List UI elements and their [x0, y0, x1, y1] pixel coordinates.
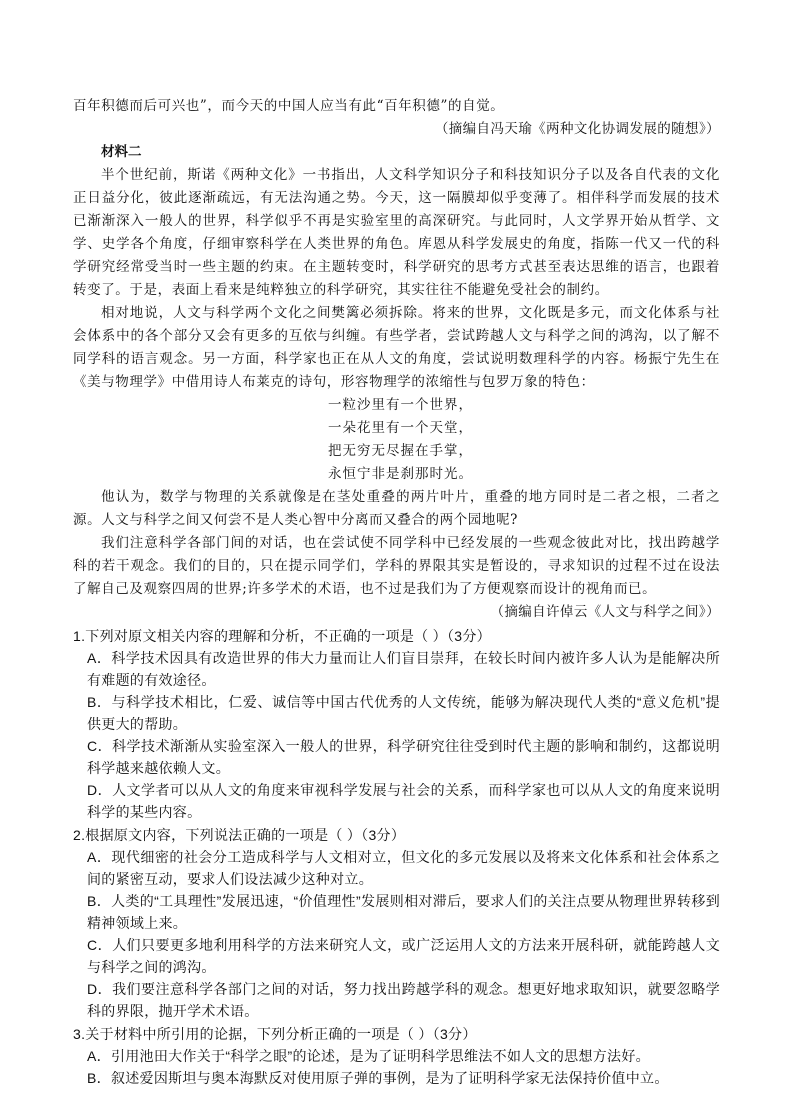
material-two-paragraph-2: 相对地说，人文与科学两个文化之间樊篱必须拆除。将来的世界，文化既是多元，而文化体系与社会体系中的各个部分又会有更多的互依与纠缠。有些学者，尝试跨越人文与科学之间的鸿沟，以了解不同学科的语言观念。另一方面，科学家也正在从人文的角度，尝试说明数理科学的内容。杨振宁先生在《美与物理学》中借用诗人布莱克的诗句，形容物理学的浓缩性与包罗万象的特色：	[73, 305, 720, 390]
option-a: A．科学技术因具有改造世界的伟大力量而让人们盲目崇拜，在较长时间内被许多人认为是能解决所有难题的有效途径。	[87, 650, 720, 688]
material-one-source: （摘编自冯天瑜《两种文化协调发展的随想》）	[434, 121, 720, 137]
material-two-paragraph-3: 他认为，数学与物理的关系就像是在茎处重叠的两片叶片，重叠的地方同时是二者之根，二者之源。人文与科学之间又何尝不是人类心智中分离而又叠合的两个园地呢?	[73, 489, 720, 528]
question-stem: 2.根据原文内容，下列说法正确的一项是（ ）（3分）	[73, 827, 406, 843]
option-b: B．与科学技术相比，仁爱、诚信等中国古代优秀的人文传统，能够为解决现代人类的“意义危机”提供更大的帮助。	[87, 694, 720, 732]
question-1	[73, 625, 720, 823]
option-d: D．我们要注意科学各部门之间的对话，努力找出跨越学科的观念。想更好地求取知识，就要忽略学科的界限，抛开学术术语。	[87, 981, 720, 1019]
option-b: B．叙述爱因斯坦与奥本海默反对使用原子弹的事例，是为了证明科学家无法保持价值中立。	[87, 1070, 669, 1086]
material-two-paragraph-1: 半个世纪前，斯诺《两种文化》一书指出，人文科学知识分子和科技知识分子以及各自代表的文化正日益分化，彼此逐渐疏远，有无法沟通之势。今天，这一隔膜却似乎变薄了。相伴科学而发展的技术已渐渐深入一般人的世界，科学似乎不再是实验室里的高深研究。与此同时，人文学界开始从哲学、文学、史学各个角度，仔细审察科学在人类世界的角色。库恩从科学发展史的角度，指陈一代又一代的科学研究经常受当时一些主题的约束。在主题转变时，科学研究的思考方式甚至表达思维的语言，也跟着转变了。于是，表面上看来是纯粹独立的科学研究，其实往往不能避免受社会的制约。	[73, 167, 720, 298]
question-2	[73, 824, 720, 1022]
poem-line: 永恒宁非是刹那时光。	[328, 466, 473, 482]
question-stem: 3.关于材料中所引用的论据，下列分析正确的一项是（ ）（3分）	[73, 1026, 477, 1042]
poem-quote	[73, 394, 720, 486]
material-two-paragraph-4: 我们注意科学各部门间的对话，也在尝试使不同学科中已经发展的一些观念彼此对比，找出跨越学科的若干观念。我们的目的，只在提示同学们，学科的界限其实是暂设的，寻求知识的过程不过在设法了解自己及观察四周的世界;许多学术的术语，也不过是我们为了方便观察而设计的视角而已。	[73, 535, 720, 597]
material-two-heading: 材料二	[101, 144, 142, 160]
poem-line: 把无穷无尽握在手掌，	[328, 443, 473, 459]
option-c: C．科学技术渐渐从实验室深入一般人的世界，科学研究往往受到时代主题的影响和制约，这都说明科学越来越依赖人文。	[87, 738, 720, 776]
option-a: A．引用池田大作关于“科学之眼”的论述，是为了证明科学思维法不如人文的思想方法好。	[87, 1048, 650, 1064]
material-two-source: （摘编自许倬云《人文与科学之间》）	[490, 604, 720, 620]
option-a: A．现代细密的社会分工造成科学与人文相对立，但文化的多元发展以及将来文化体系和社会体系之间的紧密互动，要求人们设法减少这种对立。	[87, 849, 720, 887]
option-c: C．人们只要更多地利用科学的方法来研究人文，或广泛运用人文的方法来开展科研，就能跨越人文与科学之间的鸿沟。	[87, 937, 720, 975]
option-b: B．人类的“工具理性”发展迅速，“价值理性”发展则相对滞后，要求人们的关注点要从物理世界转移到精神领域上来。	[87, 893, 720, 931]
question-3	[73, 1023, 720, 1089]
option-d: D．人文学者可以从人文的角度来审视科学发展与社会的关系，而科学家也可以从人文的角度来说明科学的某些内容。	[87, 782, 720, 820]
question-stem: 1.下列对原文相关内容的理解和分析，不正确的一项是（ ）（3分）	[73, 628, 491, 644]
poem-line: 一粒沙里有一个世界，	[328, 397, 473, 413]
material-one-last-line: 百年积德而后可兴也”，而今天的中国人应当有此“百年积德”的自觉。	[73, 98, 505, 114]
poem-line: 一朵花里有一个天堂，	[328, 420, 473, 436]
